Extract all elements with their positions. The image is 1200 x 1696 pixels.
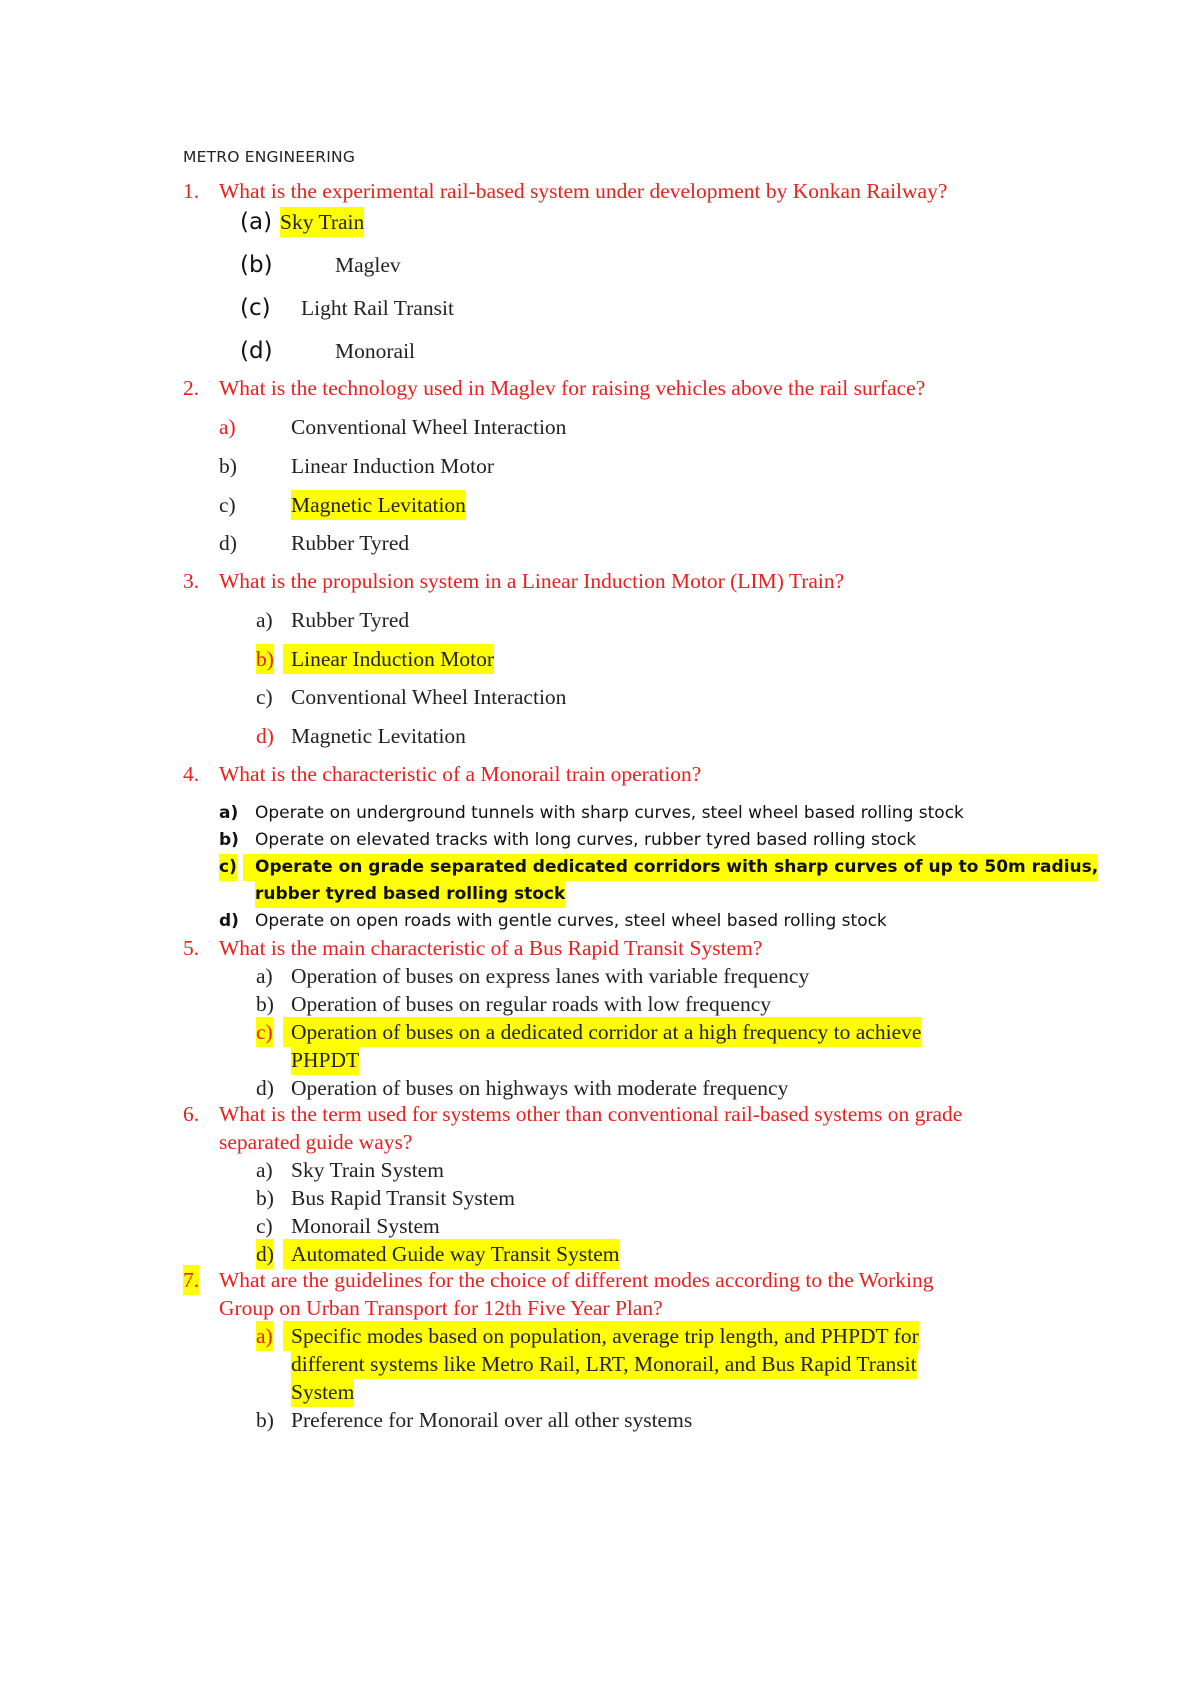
option-text: Specific modes based on population, average trip length, and PHPDT for	[283, 1321, 919, 1351]
question-text: What is the characteristic of a Monorail train operation?	[219, 762, 702, 786]
option-text: Magnetic Levitation	[291, 724, 466, 748]
option-text-continued: PHPDT	[291, 1045, 359, 1075]
option-text: Rubber Tyred	[291, 531, 410, 555]
option-text: Light Rail Transit	[301, 296, 454, 320]
option-text-continued: System	[291, 1377, 354, 1407]
option-letter: b)	[256, 1408, 274, 1432]
question-text: What are the guidelines for the choice of different modes according to the Working	[219, 1268, 934, 1292]
option-letter: (c)	[240, 295, 271, 321]
option-letter: d)	[219, 531, 237, 555]
question-text: What is the main characteristic of a Bus Rapid Transit System?	[219, 936, 763, 960]
option-text: Monorail System	[291, 1214, 440, 1238]
option-letter: a)	[256, 608, 273, 632]
option-letter: c)	[256, 685, 273, 709]
option-text: Operate on underground tunnels with sharp curves, steel wheel based rolling stock	[255, 803, 964, 823]
question-text: What is the experimental rail-based system under development by Konkan Railway?	[219, 179, 948, 203]
option-text: Rubber Tyred	[291, 608, 410, 632]
question-text: What is the technology used in Maglev for raising vehicles above the rail surface?	[219, 376, 926, 400]
option-letter: c)	[256, 1214, 273, 1238]
option-letter: c)	[256, 1017, 273, 1047]
question-text-continued: separated guide ways?	[219, 1130, 413, 1154]
option-text: Magnetic Levitation	[291, 490, 466, 520]
option-text: Automated Guide way Transit System	[283, 1239, 619, 1269]
option-letter: b)	[219, 454, 237, 478]
option-letter: b)	[256, 1186, 274, 1210]
option-letter: (d)	[240, 338, 273, 364]
option-text: Operate on grade separated dedicated corridors with sharp curves of up to 50m radius,	[243, 854, 1098, 881]
option-letter: b)	[256, 644, 274, 674]
option-letter: a)	[219, 415, 236, 439]
option-letter: b)	[219, 830, 239, 850]
option-letter: d)	[219, 911, 239, 931]
option-letter: a)	[256, 1321, 273, 1351]
option-text: Operation of buses on regular roads with low frequency	[291, 992, 772, 1016]
option-letter: c)	[219, 854, 237, 881]
option-text: Operate on elevated tracks with long curves, rubber tyred based rolling stock	[255, 830, 917, 850]
option-text: Conventional Wheel Interaction	[291, 415, 567, 439]
option-letter: (b)	[240, 252, 273, 278]
option-letter: a)	[256, 1158, 273, 1182]
question-number: 7.	[183, 1265, 199, 1295]
option-text-continued: different systems like Metro Rail, LRT, Monorail, and Bus Rapid Transit	[291, 1349, 917, 1379]
option-text: Operate on open roads with gentle curves, steel wheel based rolling stock	[255, 911, 887, 931]
option-text: Linear Induction Motor	[291, 454, 495, 478]
option-text: Sky Train System	[291, 1158, 444, 1182]
option-text-continued: rubber tyred based rolling stock	[255, 881, 565, 908]
question-text-continued: Group on Urban Transport for 12th Five Year Plan?	[219, 1296, 663, 1320]
option-text: Bus Rapid Transit System	[291, 1186, 516, 1210]
document-title: METRO ENGINEERING	[183, 148, 356, 166]
question-text: What is the propulsion system in a Linear Induction Motor (LIM) Train?	[219, 569, 845, 593]
option-text: Monorail	[335, 339, 416, 363]
question-number: 2.	[183, 376, 200, 400]
option-text: Preference for Monorail over all other systems	[291, 1408, 693, 1432]
option-text: Linear Induction Motor	[283, 644, 494, 674]
option-letter: c)	[219, 493, 236, 517]
option-letter: d)	[256, 1076, 274, 1100]
question-number: 3.	[183, 569, 200, 593]
option-letter: d)	[256, 724, 274, 748]
option-text: Operation of buses on express lanes with variable frequency	[291, 964, 810, 988]
option-letter: b)	[256, 992, 274, 1016]
option-text: Conventional Wheel Interaction	[291, 685, 567, 709]
option-text: Operation of buses on highways with moderate frequency	[291, 1076, 789, 1100]
question-text: What is the term used for systems other than conventional rail-based systems on grade	[219, 1102, 963, 1126]
question-number: 4.	[183, 762, 200, 786]
option-letter: a)	[256, 964, 273, 988]
option-letter: d)	[256, 1239, 274, 1269]
option-letter: (a)	[240, 209, 273, 235]
question-number: 6.	[183, 1102, 200, 1126]
option-text: Maglev	[335, 253, 401, 277]
question-number: 1.	[183, 179, 200, 203]
option-text: Operation of buses on a dedicated corridor at a high frequency to achieve	[283, 1017, 921, 1047]
option-text: Sky Train	[280, 207, 364, 237]
option-letter: a)	[219, 803, 239, 823]
question-number: 5.	[183, 936, 200, 960]
